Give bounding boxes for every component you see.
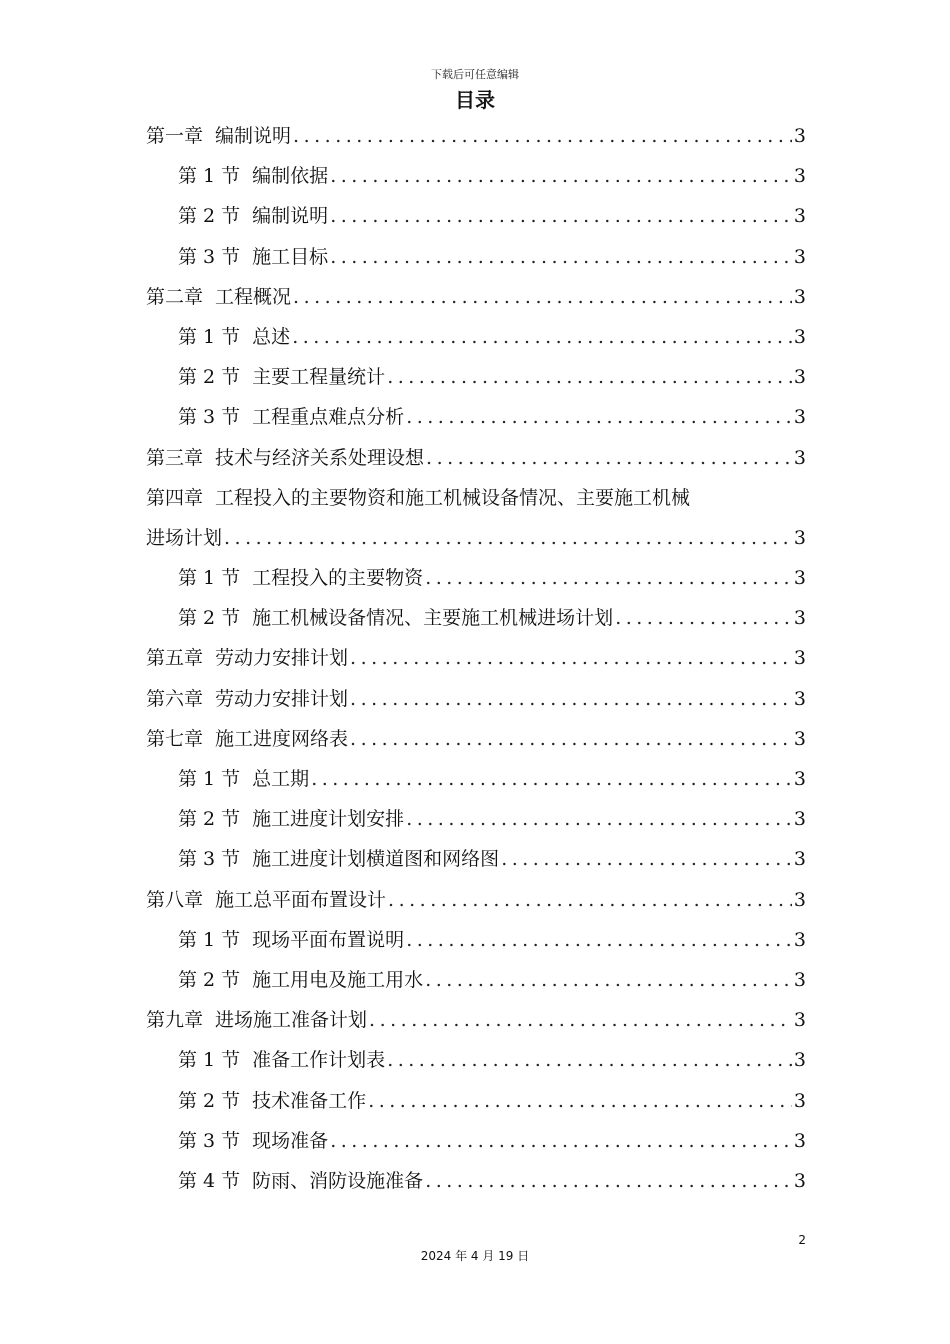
toc-leader-dots <box>368 1081 792 1121</box>
toc-entry-title: 施工进度计划横道图和网络图 <box>252 848 500 871</box>
toc-section-entry[interactable] <box>146 598 806 638</box>
toc-leader-dots <box>406 920 792 960</box>
toc-entry-number: 第四章 <box>146 486 204 509</box>
toc-chapter-entry[interactable] <box>146 880 806 920</box>
toc-entry-number: 第 3 节 <box>178 406 241 429</box>
toc-entry-title: 现场平面布置说明 <box>252 928 405 951</box>
toc-leader-dots <box>330 196 792 236</box>
toc-entry-page: 3 <box>793 406 806 429</box>
toc-entry-page: 3 <box>793 888 806 911</box>
toc-leader-dots <box>406 799 792 839</box>
toc-leader-dots <box>615 598 792 638</box>
toc-entry-number: 第三章 <box>146 446 204 469</box>
toc-entry-number: 第 2 节 <box>178 1089 241 1112</box>
toc-entry-number: 第 2 节 <box>178 366 241 389</box>
toc-entry-page: 3 <box>793 205 806 228</box>
toc-entry-page: 3 <box>793 125 806 147</box>
toc-entry-title: 工程投入的主要物资和施工机械设备情况、主要施工机械 <box>215 486 691 509</box>
toc-entry-title: 编制依据 <box>252 165 329 188</box>
toc-section-entry[interactable] <box>146 1161 806 1201</box>
toc-entry-title: 工程重点难点分析 <box>252 406 405 429</box>
toc-entry-page: 3 <box>793 1049 806 1072</box>
toc-entry-title: 技术准备工作 <box>252 1089 367 1112</box>
toc-entry-page: 3 <box>793 526 806 549</box>
toc-entry-page: 3 <box>793 687 806 710</box>
toc-entry-title-continued: 进场计划 <box>146 526 223 549</box>
table-of-contents <box>146 116 806 1201</box>
toc-entry-title: 主要工程量统计 <box>252 366 386 389</box>
toc-chapter-entry[interactable] <box>146 438 806 478</box>
toc-entry-page: 3 <box>793 285 806 308</box>
toc-entry-number: 第 1 节 <box>178 1049 241 1072</box>
toc-entry-title: 施工目标 <box>252 245 329 268</box>
toc-leader-dots <box>292 317 792 357</box>
toc-entry-number: 第 1 节 <box>178 928 241 951</box>
toc-chapter-entry[interactable] <box>146 719 806 759</box>
toc-entry-continuation[interactable] <box>146 518 806 558</box>
toc-leader-dots <box>425 558 792 598</box>
toc-entry-page: 3 <box>793 848 806 871</box>
toc-entry-number: 第 1 节 <box>178 567 241 590</box>
toc-entry-number: 第 2 节 <box>178 808 241 831</box>
toc-entry-number: 第 1 节 <box>178 325 241 348</box>
toc-entry-page: 3 <box>793 968 806 991</box>
toc-entry-title: 工程投入的主要物资 <box>252 567 424 590</box>
page-title: 目录 <box>455 88 495 112</box>
toc-section-entry[interactable] <box>146 156 806 196</box>
toc-entry-page: 3 <box>793 808 806 831</box>
toc-entry-number: 第 1 节 <box>178 165 241 188</box>
toc-entry-title: 施工总平面布置设计 <box>215 888 387 911</box>
toc-entry-title: 施工进度计划安排 <box>252 808 405 831</box>
toc-section-entry[interactable] <box>146 1121 806 1161</box>
toc-chapter-entry[interactable] <box>146 1000 806 1040</box>
toc-leader-dots <box>311 759 792 799</box>
footer-date: 2024 年 4 月 19 日 <box>420 1249 530 1263</box>
toc-section-entry[interactable] <box>146 1081 806 1121</box>
toc-leader-dots <box>224 518 792 558</box>
toc-section-entry[interactable] <box>146 317 806 357</box>
toc-entry-number: 第 2 节 <box>178 607 241 630</box>
toc-entry-page: 3 <box>793 647 806 670</box>
toc-entry-page: 3 <box>793 928 806 951</box>
toc-leader-dots <box>425 1161 792 1201</box>
toc-leader-dots <box>406 397 792 437</box>
toc-entry-number: 第五章 <box>146 647 204 670</box>
toc-entry-page: 3 <box>793 567 806 590</box>
toc-leader-dots <box>350 679 792 719</box>
toc-entry-page: 3 <box>793 165 806 188</box>
toc-entry-page: 3 <box>793 245 806 268</box>
toc-leader-dots <box>330 1121 792 1161</box>
toc-section-entry[interactable] <box>146 960 806 1000</box>
toc-entry-page: 3 <box>793 366 806 389</box>
toc-entry-title: 施工用电及施工用水 <box>252 968 424 991</box>
toc-entry-title: 工程概况 <box>215 285 292 308</box>
toc-entry-page: 3 <box>793 325 806 348</box>
toc-entry-title: 施工机械设备情况、主要施工机械进场计划 <box>252 607 614 630</box>
toc-section-entry[interactable] <box>146 839 806 879</box>
toc-entry-title: 编制说明 <box>252 205 329 228</box>
toc-entry-title: 准备工作计划表 <box>252 1049 386 1072</box>
toc-section-entry[interactable] <box>146 237 806 277</box>
toc-entry-page: 3 <box>793 1169 806 1192</box>
toc-entry-number: 第 1 节 <box>178 768 241 790</box>
page-number: 2 <box>798 1233 806 1247</box>
toc-leader-dots <box>388 880 792 920</box>
toc-leader-dots <box>425 960 792 1000</box>
toc-section-entry[interactable] <box>146 1040 806 1080</box>
toc-entry-number: 第六章 <box>146 687 204 710</box>
header-note: 下载后可任意编辑 <box>431 68 519 81</box>
toc-entry-number: 第 3 节 <box>178 848 241 871</box>
toc-entry-title: 现场准备 <box>252 1129 329 1152</box>
toc-leader-dots <box>387 1040 792 1080</box>
toc-section-entry[interactable] <box>146 397 806 437</box>
toc-entry-page: 3 <box>793 727 806 750</box>
toc-entry-number: 第 3 节 <box>178 245 241 268</box>
toc-entry-title: 总述 <box>252 325 291 348</box>
toc-entry-number: 第 2 节 <box>178 205 241 228</box>
toc-entry-number: 第七章 <box>146 727 204 750</box>
toc-leader-dots <box>330 156 792 196</box>
toc-entry-title: 劳动力安排计划 <box>215 647 349 670</box>
toc-chapter-entry[interactable] <box>146 679 806 719</box>
toc-entry-number: 第 4 节 <box>178 1169 241 1192</box>
toc-entry-page: 3 <box>793 607 806 630</box>
toc-section-entry[interactable] <box>146 196 806 236</box>
toc-entry-title: 进场施工准备计划 <box>215 1009 368 1032</box>
toc-chapter-entry[interactable] <box>146 277 806 317</box>
toc-chapter-entry[interactable] <box>146 638 806 678</box>
toc-leader-dots <box>350 719 792 759</box>
toc-entry-title: 施工进度网络表 <box>215 727 349 750</box>
toc-leader-dots <box>501 839 792 879</box>
toc-entry-page: 3 <box>793 768 806 790</box>
toc-entry-page: 3 <box>793 1009 806 1032</box>
toc-entry-page: 3 <box>793 1089 806 1112</box>
toc-leader-dots <box>387 357 792 397</box>
toc-section-entry[interactable] <box>146 920 806 960</box>
toc-section-entry[interactable] <box>146 357 806 397</box>
toc-entry-title: 劳动力安排计划 <box>215 687 349 710</box>
toc-leader-dots <box>350 638 792 678</box>
toc-leader-dots <box>426 438 792 478</box>
toc-entry-title: 防雨、消防设施准备 <box>252 1169 424 1192</box>
toc-entry-number: 第 3 节 <box>178 1129 241 1152</box>
toc-leader-dots <box>293 277 792 317</box>
toc-entry-number: 第 2 节 <box>178 968 241 991</box>
toc-leader-dots <box>369 1000 792 1040</box>
toc-entry-number: 第八章 <box>146 888 204 911</box>
toc-section-entry[interactable] <box>146 759 806 799</box>
toc-section-entry[interactable] <box>146 799 806 839</box>
toc-entry-number: 第一章 <box>146 125 204 147</box>
toc-chapter-entry[interactable] <box>146 116 806 156</box>
toc-entry-title: 技术与经济关系处理设想 <box>215 446 425 469</box>
toc-section-entry[interactable] <box>146 558 806 598</box>
toc-leader-dots <box>330 237 792 277</box>
toc-entry-number: 第九章 <box>146 1009 204 1032</box>
toc-leader-dots <box>293 116 792 156</box>
toc-entry-page: 3 <box>793 1129 806 1152</box>
toc-entry-title: 总工期 <box>252 768 310 790</box>
toc-entry-number: 第二章 <box>146 285 204 308</box>
toc-entry-title: 编制说明 <box>215 125 292 147</box>
toc-entry[interactable] <box>146 478 806 518</box>
toc-entry-page: 3 <box>793 446 806 469</box>
